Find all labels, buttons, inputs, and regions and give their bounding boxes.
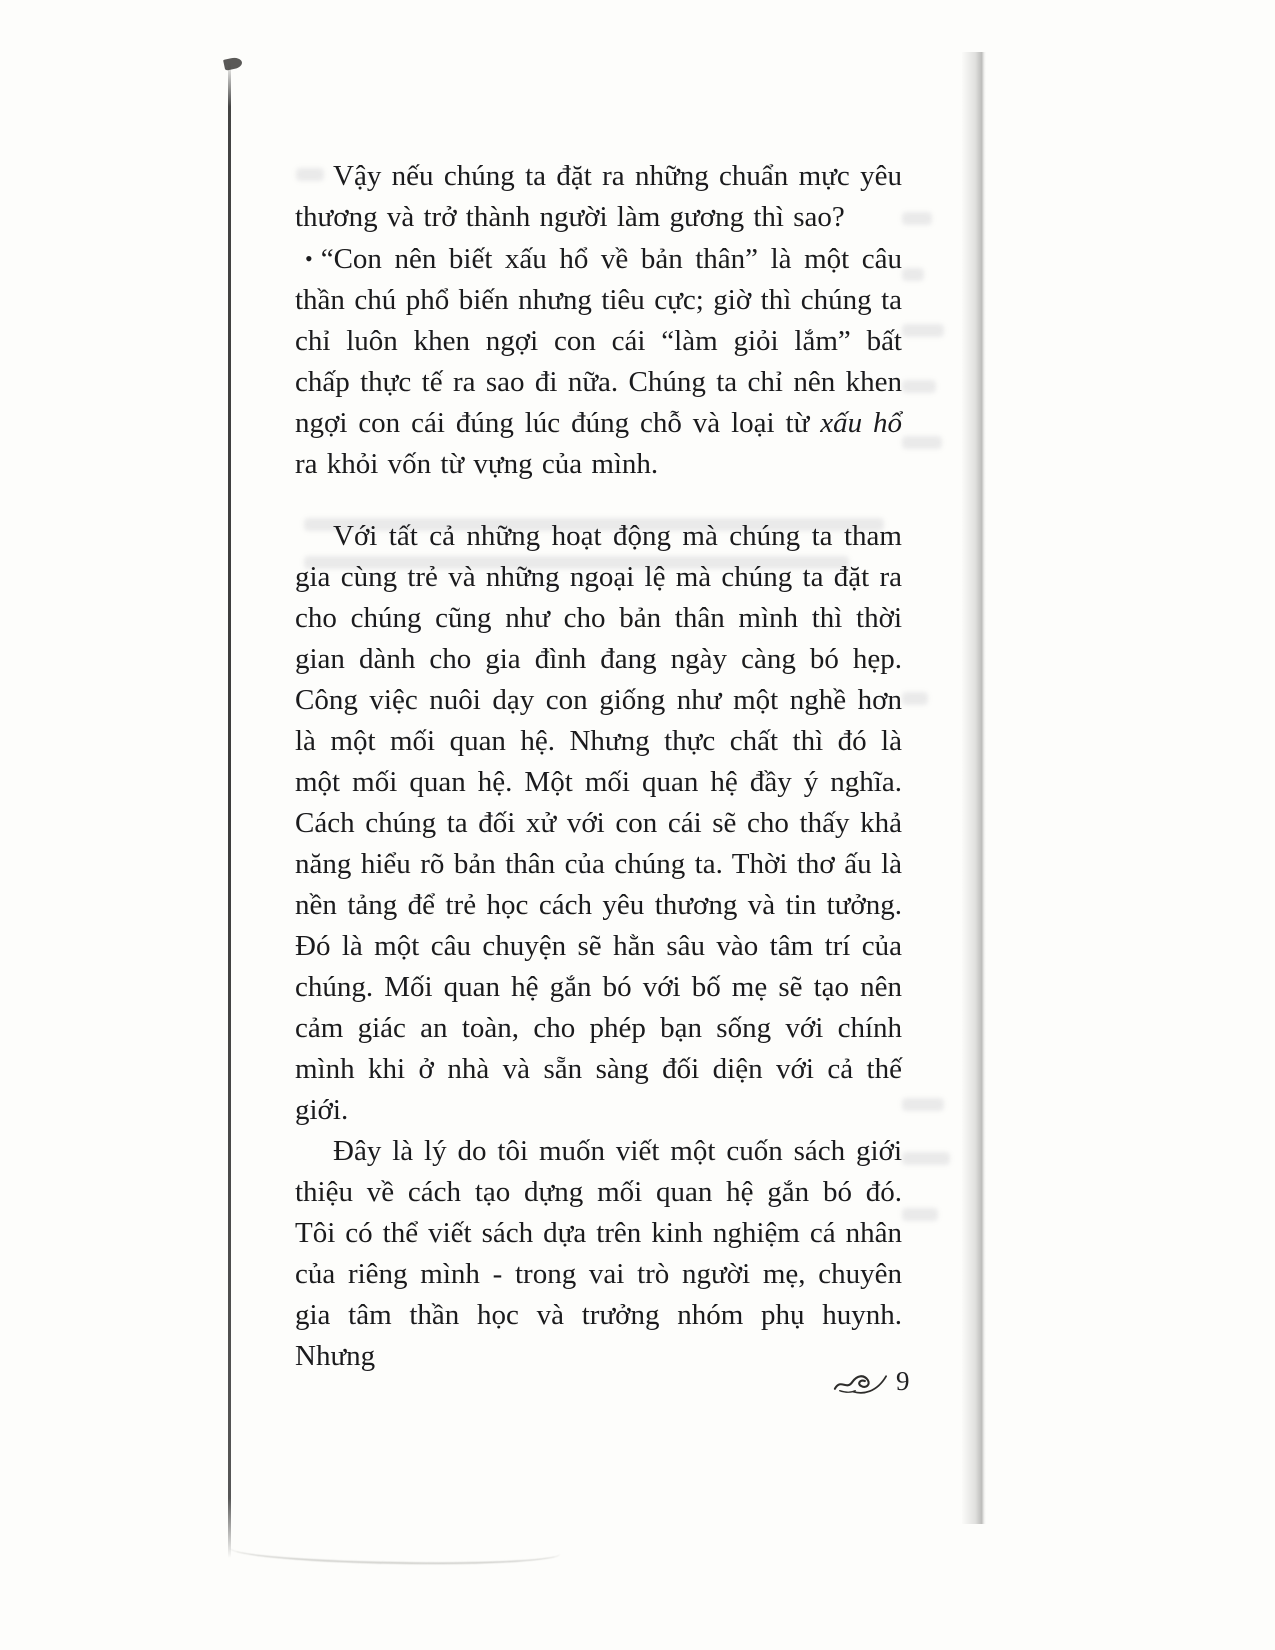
bleedthrough-artifact xyxy=(902,268,924,281)
bleedthrough-artifact xyxy=(902,1098,944,1111)
bleedthrough-artifact xyxy=(902,212,932,225)
spine-shadow-line xyxy=(228,62,231,1558)
flourish-icon xyxy=(832,1368,890,1396)
bullet-marker: • xyxy=(305,246,313,271)
italic-text-run: xấu hổ xyxy=(820,407,902,439)
bleedthrough-artifact xyxy=(902,324,944,337)
text-run: Vậy nếu chúng ta đặt ra những chuẩn mực yêu thương và trở thành người làm gương thì sao? xyxy=(295,160,902,233)
text-run: ra khỏi vốn từ vựng của mình. xyxy=(295,448,659,480)
text-run: “Con nên biết xấu hổ về bản thân” là một câu thần chú phổ biến nhưng tiêu cực; giờ thì chúng ta chỉ luôn khen ngợi con cái “làm giỏi lắm” bất chấp thực tế ra sao đi nữa. Chúng ta chỉ nên khen ngợi con cái đúng lúc đúng chỗ và loại từ xyxy=(295,243,902,439)
text-run: Với tất cả những hoạt động mà chúng ta tham gia cùng trẻ và những ngoại lệ mà chúng ta đặt ra cho chúng cũng như cho bản thân mình thì thời gian dành cho gia đình đang ngày càng bó hẹp. Công việc nuôi dạy con giống như một nghề hơn là một mối quan hệ. Nhưng thực chất thì đó là một mối quan hệ. Một mối quan hệ đầy ý nghĩa. Cách chúng ta đối xử với con cái sẽ cho thấy khả năng hiểu rõ bản thân của chúng ta. Thời thơ ấu là nền tảng để trẻ học cách yêu thương và tin tưởng. Đó là một câu chuyện sẽ hằn sâu vào tâm trí của chúng. Mối quan hệ gắn bó với bố mẹ sẽ tạo nên cảm giác an toàn, cho phép bạn sống với chính mình khi ở nhà và sẵn sàng đối diện với cả thế giới. xyxy=(295,520,902,1126)
bleedthrough-artifact xyxy=(902,1208,938,1221)
bleedthrough-artifact xyxy=(902,692,928,705)
page-edge-shadow xyxy=(962,52,986,1524)
page-footer xyxy=(832,1366,910,1397)
page-corner-mark xyxy=(223,56,243,71)
paragraph xyxy=(295,156,902,238)
paragraph xyxy=(295,1131,902,1377)
text-block xyxy=(295,156,902,1377)
text-run: Đây là lý do tôi muốn viết một cuốn sách giới thiệu về cách tạo dựng mối quan hệ gắn bó đó. Tôi có thể viết sách dựa trên kinh nghiệm cá nhân của riêng mình - trong vai trò người mẹ, chuyên gia tâm thần học và trưởng nhóm phụ huynh. Nhưng xyxy=(295,1135,902,1372)
bleedthrough-artifact xyxy=(902,1152,950,1165)
bleedthrough-artifact xyxy=(902,380,936,393)
page-bottom-shadow xyxy=(230,1536,560,1565)
bleedthrough-artifact xyxy=(902,436,942,449)
paragraph xyxy=(295,516,902,1131)
page-number: 9 xyxy=(896,1366,910,1396)
bullet-item xyxy=(295,238,902,485)
